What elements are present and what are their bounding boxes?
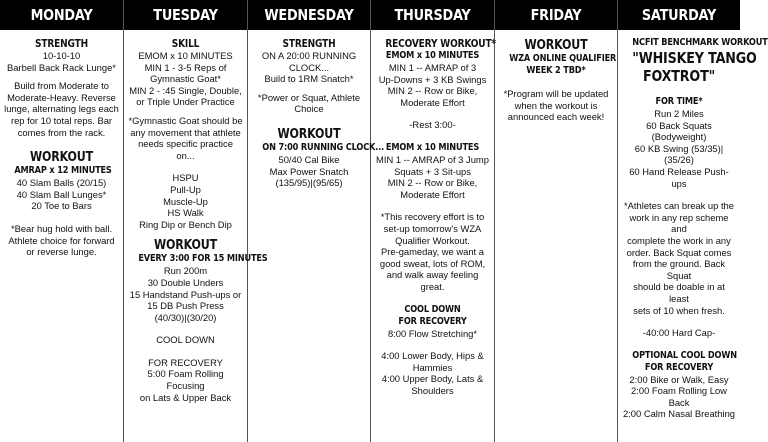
- spacer: [4, 212, 119, 223]
- day-header-bar: [495, 0, 617, 30]
- text-line: 2:00 Foam Rolling Low Back: [631, 385, 727, 408]
- text-line: Muscle-Up: [163, 195, 208, 207]
- text-line: 40 Slam Ball Lunges*: [16, 188, 107, 200]
- day-header-thursday: THURSDAY: [380, 0, 486, 30]
- text-line: Qualifier Workout.: [395, 234, 470, 246]
- text-line: Pre-gameday, we want a: [380, 246, 484, 258]
- section-subtitle: EMOM x 10 MINUTES: [385, 50, 480, 61]
- text-line: *Power or Squat, Athlete: [257, 91, 361, 103]
- text-line: from the ground. Back Squat: [632, 258, 726, 281]
- cooldown-label: COOL DOWN: [156, 334, 215, 346]
- day-body-monday: [0, 30, 123, 258]
- rest-label: -Rest 3:00-: [409, 119, 456, 131]
- spacer: [128, 346, 243, 357]
- text-line: CLOCK...: [288, 61, 330, 73]
- section-subtitle: FOR TIME*: [655, 96, 703, 107]
- text-line: FOR RECOVERY: [148, 356, 223, 368]
- text-line: 8:00 Flow Stretching*: [387, 327, 478, 339]
- day-column-saturday: [618, 0, 768, 442]
- text-line: Ring Dip or Bench Dip: [139, 218, 232, 230]
- section-title-recovery-workout: RECOVERY WORKOUT*: [385, 37, 496, 50]
- text-line: Hammies: [412, 361, 453, 373]
- day-header-bar: [618, 0, 740, 30]
- text-line: EMOM x 10 MINUTES: [138, 50, 233, 61]
- text-line: comes from the rack.: [17, 126, 106, 138]
- section-subtitle: WZA ONLINE QUALIFIER: [509, 53, 617, 64]
- text-line: ON A 20:00 RUNNING: [261, 50, 357, 61]
- text-line: Athlete choice for forward: [8, 234, 115, 246]
- text-line: MIN 2 -- Row or Bike,: [387, 177, 478, 189]
- text-line: Gymnastic Goat*: [150, 73, 221, 85]
- day-body-thursday: [371, 30, 494, 396]
- text-line: 2:00 Calm Nasal Breathing: [622, 408, 736, 420]
- day-header-wednesday: WEDNESDAY: [257, 0, 362, 30]
- text-line: 50/40 Cal Bike: [278, 153, 340, 165]
- day-column-friday: [495, 0, 618, 442]
- text-line: 15 DB Push Press: [147, 300, 224, 312]
- section-subtitle: ON 7:00 RUNNING CLOCK...: [262, 141, 385, 153]
- section-subtitle: WEEK 2 TBD*: [526, 65, 586, 76]
- spacer: [375, 200, 490, 211]
- benchmark-label: NCFIT BENCHMARK WORKOUT: [632, 37, 768, 48]
- text-line: set-up tomorrow's WZA: [383, 222, 482, 234]
- text-line: any movement that athlete: [130, 126, 241, 138]
- section-subtitle: FOR RECOVERY: [398, 315, 467, 327]
- section-title-workout: WORKOUT: [153, 237, 218, 254]
- day-body-tuesday: [124, 30, 268, 403]
- text-line: *Program will be updated: [503, 88, 609, 99]
- text-line: good sweat, lots of ROM,: [379, 257, 486, 269]
- spacer: [4, 73, 119, 80]
- day-column-tuesday: [124, 0, 268, 442]
- text-line: 5:00 Foam Rolling Focusing: [147, 368, 224, 392]
- section-subtitle: EMOM x 10 MINUTES: [385, 141, 480, 153]
- text-line: 20 Toe to Bars: [31, 200, 92, 212]
- section-subtitle: FOR RECOVERY: [644, 361, 714, 373]
- text-line: Pull-Up: [170, 183, 201, 195]
- spacer: [128, 161, 243, 172]
- section-title-strength: STRENGTH: [282, 37, 336, 50]
- section-title-skill: SKILL: [171, 37, 200, 50]
- text-line: 60 Back Squats (Bodyweight): [646, 119, 712, 143]
- spacer: [252, 115, 366, 126]
- spacer: [499, 77, 613, 88]
- text-line: Squats + 3 Sit-ups: [394, 165, 471, 177]
- spacer: [375, 108, 490, 119]
- text-line: when the workout is: [514, 99, 598, 111]
- day-header-bar: [0, 0, 123, 30]
- text-line: *Athletes can break up the: [624, 200, 734, 212]
- text-line: Max Power Snatch: [269, 165, 349, 177]
- day-column-thursday: [371, 0, 495, 442]
- text-line: 40 Slam Balls (20/15): [16, 177, 107, 189]
- text-line: 4:00 Upper Body, Lats &: [381, 373, 484, 385]
- day-column-wednesday: [248, 0, 385, 442]
- text-line: Choice: [294, 103, 324, 115]
- text-line: on Lats & Upper Back: [139, 391, 232, 403]
- text-line: Barbell Back Rack Lunge*: [7, 61, 116, 73]
- text-line: 4:00 Lower Body, Hips &: [381, 350, 484, 362]
- time-cap-label: -40:00 Hard Cap-: [642, 327, 716, 339]
- benchmark-name: "WHISKEY TANGO: [632, 49, 757, 67]
- spacer: [622, 85, 736, 96]
- day-body-friday: [495, 30, 617, 123]
- text-line: announced each week!: [507, 111, 605, 123]
- text-line: Run 2 Miles: [654, 108, 704, 119]
- spacer: [622, 316, 736, 327]
- text-line: order. Back Squat comes: [626, 246, 732, 258]
- section-title-strength: STRENGTH: [35, 37, 88, 50]
- text-line: Moderate-Heavy. Reverse: [7, 91, 116, 103]
- text-line: complete the work in any: [627, 234, 731, 246]
- text-line: Moderate Effort: [400, 96, 465, 108]
- text-line: sets of 10 when fresh.: [633, 304, 725, 316]
- day-header-friday: FRIDAY: [504, 0, 609, 30]
- spacer: [375, 339, 490, 350]
- section-title-workout: WORKOUT: [277, 125, 341, 142]
- text-line: *This recovery effort is to: [380, 211, 485, 223]
- section-title-workout: WORKOUT: [524, 37, 588, 53]
- spacer: [252, 85, 366, 92]
- day-header-monday: MONDAY: [9, 0, 115, 30]
- day-header-saturday: SATURDAY: [627, 0, 732, 30]
- spacer: [622, 339, 736, 350]
- text-line: Shoulders: [411, 384, 454, 396]
- text-line: 10-10-10: [42, 50, 81, 61]
- spacer: [375, 293, 490, 304]
- text-line: Run 200m: [163, 265, 208, 277]
- text-line: and walk away feeling great.: [386, 269, 479, 292]
- section-subtitle: AMRAP x 12 MINUTES: [14, 165, 112, 177]
- text-line: needs specific practice on...: [138, 138, 233, 161]
- day-header-tuesday: TUESDAY: [133, 0, 239, 30]
- section-title-workout: WORKOUT: [29, 149, 94, 166]
- spacer: [128, 323, 243, 334]
- text-line: work in any rep scheme and: [629, 211, 729, 235]
- day-body-saturday: [618, 30, 768, 420]
- text-line: MIN 1 -- AMRAP of 3 Jump: [376, 153, 489, 165]
- text-line: 15 Handstand Push-ups or: [129, 288, 242, 300]
- day-column-monday: [0, 0, 124, 442]
- spacer: [622, 189, 736, 200]
- text-line: 60 Hand Release Push-ups: [629, 165, 729, 189]
- section-subtitle: EVERY 3:00 FOR 15 MINUTES: [138, 253, 268, 265]
- spacer: [128, 108, 243, 115]
- day-header-bar: [248, 0, 370, 30]
- text-line: Up-Downs + 3 KB Swings: [378, 73, 487, 85]
- spacer: [375, 131, 490, 142]
- text-line: MIN 2 -- Row or Bike,: [387, 85, 478, 97]
- text-line: (135/95)|(95/65): [275, 177, 343, 189]
- spacer: [128, 230, 243, 237]
- section-title-optional-cooldown: OPTIONAL COOL DOWN: [632, 349, 737, 361]
- day-body-wednesday: [248, 30, 385, 189]
- text-line: *Gymnastic Goat should be: [128, 114, 243, 126]
- text-line: HSPU: [172, 172, 199, 184]
- spacer: [4, 138, 119, 149]
- day-header-bar: [124, 0, 247, 30]
- text-line: (40/30)|(30/20): [154, 311, 217, 323]
- text-line: or reverse lunge.: [26, 246, 97, 258]
- text-line: HS Walk: [167, 207, 204, 219]
- text-line: MIN 2 - :45 Single, Double,: [129, 84, 242, 96]
- text-line: 30 Double Unders: [147, 276, 224, 288]
- text-line: Moderate Effort: [400, 188, 465, 200]
- text-line: rep for 10 total reps. Bar: [10, 114, 113, 126]
- text-line: should be doable in at least: [633, 281, 725, 304]
- text-line: or Triple Under Practice: [136, 96, 235, 108]
- text-line: Build from Moderate to: [14, 80, 109, 92]
- text-line: MIN 1 -- AMRAP of 3: [388, 62, 477, 73]
- text-line: Build to 1RM Snatch*: [264, 73, 354, 85]
- text-line: 60 KB Swing (53/35)|(35/26): [634, 142, 724, 166]
- day-header-bar: [371, 0, 494, 30]
- text-line: lunge, alternating legs each: [4, 103, 119, 115]
- text-line: MIN 1 - 3-5 Reps of: [144, 61, 227, 73]
- text-line: *Bear hug hold with ball.: [10, 222, 113, 234]
- section-title-cooldown: COOL DOWN: [404, 303, 461, 315]
- text-line: 2:00 Bike or Walk, Easy: [629, 373, 729, 385]
- benchmark-name: FOXTROT": [642, 67, 716, 85]
